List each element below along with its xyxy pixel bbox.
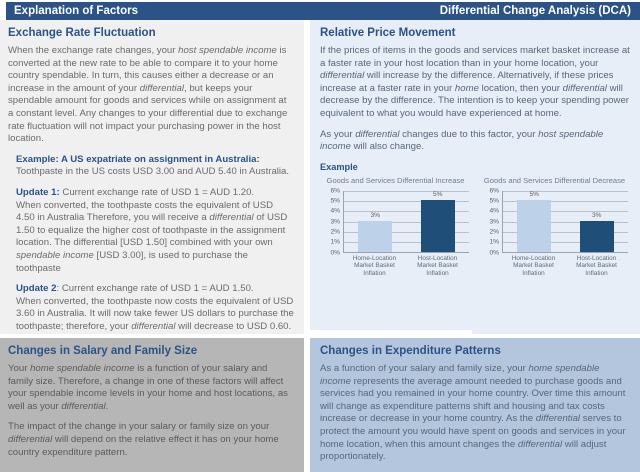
section-title-salary-family: Changes in Salary and Family Size <box>8 345 198 357</box>
header-banner-row <box>0 0 640 20</box>
text-frag: [USD 3.00], is used to purchase the toothpaste <box>16 249 248 274</box>
emphasis-differential: differential <box>131 320 176 332</box>
text-frag: When the exchange rate changes, your <box>8 45 179 56</box>
bar-value-label: 3% <box>591 211 602 219</box>
bar-host-location <box>580 211 614 252</box>
bar-slot <box>350 191 400 252</box>
emphasis-spendable-income: spendable income <box>16 249 94 261</box>
emphasis-differential: differential <box>139 82 184 94</box>
bar-value-label: 5% <box>529 191 540 199</box>
text-frag: When converted, the toothpaste now costs the equivalent of USD 3.60 in Australia. It will now take fewer US dollars to purchase the toothpaste; therefore, your <box>16 295 294 332</box>
text-frag: When converted, the toothpaste costs the equivalent of USD 4.50 in Australia Therefore, you will receive a <box>16 199 274 224</box>
y-tick: 0% <box>489 249 499 257</box>
exchange-rate-paragraph-1 <box>8 45 294 146</box>
example-heading: Example <box>320 161 358 172</box>
text-frag: : Current exchange rate of USD 1 = AUD 1.50. <box>56 283 254 295</box>
y-tick: 4% <box>330 207 340 215</box>
salary-family-paragraph-2 <box>8 421 294 459</box>
y-tick: 6% <box>330 187 340 195</box>
bar-value-label: 5% <box>432 191 443 199</box>
emphasis-differential: differential <box>517 438 563 450</box>
text-frag: will depend on the relative effect it has on your home country expenditure pattern. <box>8 433 279 458</box>
expenditure-paragraph-1 <box>320 363 630 464</box>
exchange-rate-example <box>16 154 294 179</box>
chart-plot <box>481 187 630 277</box>
emphasis-host-spendable-income: host spendable income <box>178 45 277 56</box>
charts-container <box>320 175 630 277</box>
text-frag: serves to protect the amount you would have spent on goods and services in your home location, when this amount changes the <box>320 413 626 450</box>
y-tick: 2% <box>330 228 340 236</box>
y-tick: 6% <box>489 187 499 195</box>
emphasis-differential: differential <box>320 70 365 82</box>
y-tick: 3% <box>330 218 340 226</box>
relative-price-paragraph-1 <box>320 45 630 121</box>
text-frag: will increase by the difference. Alternatively, if these prices increase at a faster rate in your <box>320 70 614 94</box>
salary-family-paragraph-1 <box>8 363 294 413</box>
bar-host-location <box>421 191 455 252</box>
example-label: Example: A US expatriate on assignment in Australia: <box>16 153 260 165</box>
y-tick: 5% <box>330 197 340 205</box>
header-title-right: Differential Change Analysis (DCA) <box>302 2 640 20</box>
panel-exchange-rate-fluctuation <box>0 20 304 334</box>
bar-home-location <box>358 211 392 252</box>
text-frag: is a function of your salary and family size. Therefore, a change in one of these factors will affect your spendable income levels in your home and host locations, as well as your <box>8 363 288 412</box>
chart-differential-increase <box>320 175 471 277</box>
y-tick: 1% <box>489 238 499 246</box>
text-frag: . <box>105 400 109 412</box>
bar-slot <box>509 191 559 252</box>
text-frag: Your <box>8 363 31 374</box>
panel-relative-price-movement <box>310 20 640 334</box>
chart-differential-decrease <box>479 175 630 277</box>
panel-divider-notch <box>310 330 472 338</box>
emphasis-differential: differential <box>8 433 53 445</box>
section-title-exchange-rate: Exchange Rate Fluctuation <box>8 27 156 39</box>
update-2-label: Update 2 <box>16 283 57 295</box>
x-label-host: Host-Location Market Basket Inflation <box>576 254 617 277</box>
y-axis <box>481 187 501 257</box>
emphasis-differential: differential <box>61 400 106 412</box>
text-frag: Toothpaste in the US costs USD 3.00 and AUD 5.40 in Australia. <box>16 166 290 178</box>
panel-salary-and-family-size <box>0 338 304 472</box>
x-axis-labels <box>502 255 628 278</box>
panel-expenditure-patterns <box>310 338 640 472</box>
text-frag: If the prices of items in the goods and services market basket increase at a faster rate in your host location than in your home location, your <box>320 45 630 69</box>
text-frag: is converted at the new rate to be able to compare it to your home country spendable. In turn, this causes either a decrease or an increase in the amount of your <box>8 45 287 94</box>
emphasis-home-spendable-income: home spendable income <box>30 363 135 374</box>
y-tick: 5% <box>489 197 499 205</box>
chart-plot <box>322 187 471 277</box>
text-frag: will also change. <box>350 141 424 153</box>
y-tick: 2% <box>489 228 499 236</box>
header-title-left: Explanation of Factors <box>6 2 302 20</box>
text-frag: of USD 1.50 to equalize the higher cost of toothpaste in the assignment location. The differential [USD 1.50] combined with your own <box>16 212 288 249</box>
text-frag: As your <box>320 128 356 140</box>
emphasis-home-spendable-income: home spendable income <box>320 363 600 387</box>
bars-group <box>503 191 628 252</box>
x-label-home: Home-Location Market Basket Inflation <box>511 254 556 277</box>
bar-value-label: 3% <box>370 211 381 219</box>
emphasis-host-spendable-income: host spendable income <box>320 128 604 153</box>
section-title-relative-price: Relative Price Movement <box>320 27 456 39</box>
emphasis-differential: differential <box>355 128 400 140</box>
text-frag: will decrease by the difference. The intention is to keep your spending power equivalent to what you would have experienced at home. <box>320 82 629 119</box>
text-frag: will adjust proportionately. <box>320 438 607 463</box>
emphasis-home: home <box>454 82 479 94</box>
emphasis-differential: differential <box>209 212 254 224</box>
chart-title: Goods and Services Differential Decrease <box>483 175 626 185</box>
update-1-label: Update 1: <box>16 186 60 198</box>
exchange-rate-update-1 <box>16 187 294 275</box>
text-frag: changes due to this factor, your <box>399 128 539 140</box>
text-frag: Current exchange rate of USD 1 = AUD 1.20. <box>59 186 255 198</box>
text-frag: The impact of the change in your salary or family size on your <box>8 421 270 433</box>
bars-group <box>344 191 469 252</box>
x-label-host: Host-Location Market Basket Inflation <box>417 254 458 277</box>
plot-area <box>343 191 469 253</box>
text-frag: represents the average amount needed to purchase goods and services had you remained in your home country. Over time this amount will change as expenditure patterns shift and housing and tax costs increase or decrease in your home country. As the <box>320 375 626 425</box>
y-axis <box>322 187 342 257</box>
bar-slot <box>413 191 463 252</box>
relative-price-paragraph-2 <box>320 129 630 154</box>
y-tick: 4% <box>489 207 499 215</box>
y-tick: 0% <box>330 249 340 257</box>
chart-title: Goods and Services Differential Increase <box>326 175 465 185</box>
text-frag: , but keeps your spendable amount for goods and services while on assignment at a constant level. Any changes to your differential due to exchange rate fluctuation will not impact your purchasing power in the host location. <box>8 82 288 145</box>
text-frag: As a function of your salary and family size, your <box>320 363 529 374</box>
text-frag: location, then your <box>478 82 563 94</box>
exchange-rate-update-2 <box>16 283 294 333</box>
y-tick: 1% <box>330 238 340 246</box>
emphasis-differential: differential <box>535 413 581 425</box>
x-axis-labels <box>343 255 469 278</box>
bar-slot <box>572 191 622 252</box>
emphasis-differential: differential <box>562 82 607 94</box>
plot-area <box>502 191 628 253</box>
y-tick: 3% <box>489 218 499 226</box>
x-label-home: Home-Location Market Basket Inflation <box>352 254 397 277</box>
section-title-expenditure: Changes in Expenditure Patterns <box>320 345 501 357</box>
text-frag: will decrease to USD 0.60. <box>175 320 292 332</box>
bar-home-location <box>517 191 551 252</box>
